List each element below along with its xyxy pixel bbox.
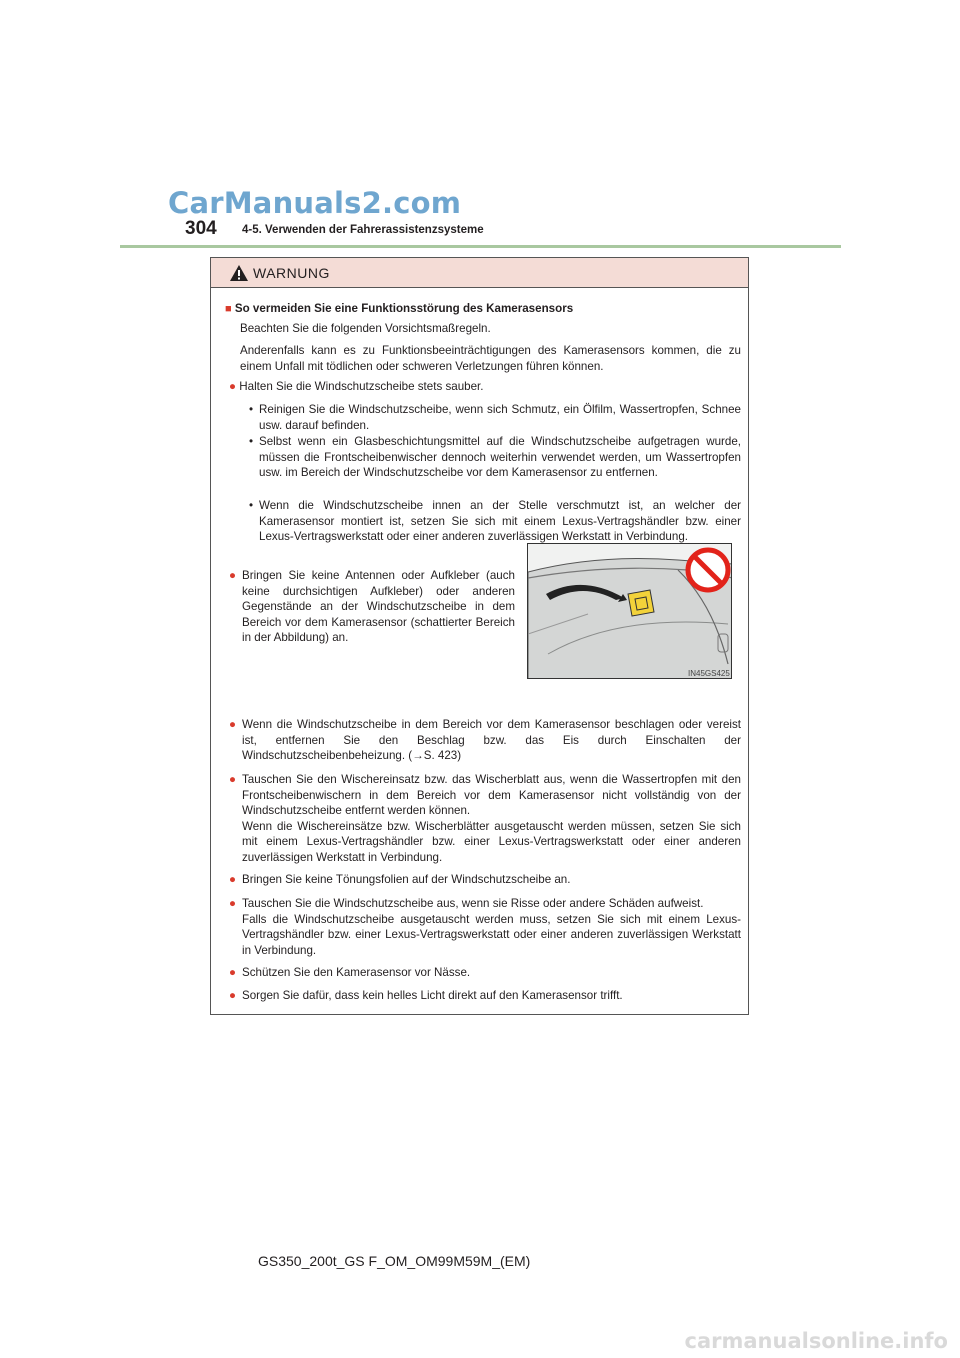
bullet-8-text: Sorgen Sie dafür, dass kein helles Licht direkt auf den Kamerasensor trifft. xyxy=(242,989,623,1002)
bullet-4-text-b: Wenn die Wischereinsätze bzw. Wischerblätter ausgetauscht werden müssen, setzen Sie sich mit einem Lexus-Vertragshändler bzw. einer Lexus-Vertragswerkstatt oder einer anderen zuverlässigen Werkstatt in Verbindung. xyxy=(242,819,741,864)
section-title: 4-5. Verwenden der Fahrerassistenzsysteme xyxy=(242,224,484,236)
warning-heading-row xyxy=(225,301,735,318)
warning-header xyxy=(211,258,748,288)
header-rule xyxy=(120,245,841,248)
camera-area-marker xyxy=(628,590,654,616)
warning-heading: So vermeiden Sie eine Funktionsstörung des Kamerasensors xyxy=(234,302,574,315)
bullet-7-text: Schützen Sie den Kamerasensor vor Nässe. xyxy=(242,966,471,979)
sub-item-2: • Selbst wenn ein Glasbeschichtungsmittel auf die Windschutzscheibe aufgetragen wurde, müssen die Frontscheibenwischer dennoch weiterhin verwendet werden, um Wassertropfen usw. im Bereich der Windschutzscheibe vor dem Kamerasensor zu entfernen. xyxy=(249,435,741,480)
bullet-dot-icon: ● xyxy=(229,718,237,731)
sub-item-3: • Wenn die Windschutzscheibe innen an der Stelle verschmutzt ist, an welcher der Kamerasensor montiert ist, setzen Sie sich mit einem Lexus-Vertragshändler bzw. einer Lexus-Vertragswerkstatt oder einer anderen zuverlässigen Werkstatt in Verbindung. xyxy=(249,499,741,544)
bullet-2 xyxy=(229,568,515,646)
square-bullet-icon: ■ xyxy=(225,303,232,315)
warning-triangle-icon xyxy=(229,264,249,282)
bullet-dot-icon: ● xyxy=(229,873,237,886)
intro-text-1: Beachten Sie die folgenden Vorsichtsmaßregeln. xyxy=(240,322,491,335)
figure-code: IN45GS425 xyxy=(688,669,730,678)
page-number: 304 xyxy=(185,218,217,239)
watermark-bottom: carmanualsonline.info xyxy=(684,1329,948,1353)
bullet-4 xyxy=(229,772,741,866)
sub-item-1-text: Reinigen Sie die Windschutzscheibe, wenn sich Schmutz, ein Ölfilm, Wassertropfen, Schnee usw. darauf befinden. xyxy=(259,403,741,432)
footer-code: GS350_200t_GS F_OM_OM99M59M_(EM) xyxy=(258,1253,531,1269)
bullet-4-text-a: Tauschen Sie den Wischereinsatz bzw. das Wischerblatt aus, wenn die Wassertropfen mit den Frontscheibenwischern in dem Bereich vor dem Kamerasensor nicht vollständig von der Windschutzscheibe entfernt werden können. xyxy=(242,773,741,818)
bullet-5 xyxy=(229,872,741,888)
bullet-dot-icon: ● xyxy=(229,773,237,786)
bullet-6-text-b: Falls die Windschutzscheibe ausgetauscht werden muss, setzen Sie sich mit einem Lexus-Vertragshändler bzw. einer Lexus-Vertragswerkstatt oder einer anderen zuverlässigen Werkstatt in Verbindung. xyxy=(242,912,741,957)
bullet-dot-icon: ● xyxy=(229,569,237,582)
warning-box xyxy=(210,257,749,1015)
bullet-1: Halten Sie die Windschutzscheibe stets sauber. xyxy=(239,380,484,393)
sub-item-1: • Reinigen Sie die Windschutzscheibe, wenn sich Schmutz, ein Ölfilm, Wassertropfen, Schnee usw. darauf befinden. xyxy=(249,403,741,432)
bullet-6 xyxy=(229,896,741,958)
bullet-8 xyxy=(229,988,741,1004)
bullet-dot-icon: ● xyxy=(229,989,237,1002)
intro-text-2: Anderenfalls kann es zu Funktionsbeeinträchtigungen des Kamerasensors kommen, die zu einem Unfall mit tödlichen oder schweren Verletzungen führen können. xyxy=(240,344,741,373)
bullet-6-text-a: Tauschen Sie die Windschutzscheibe aus, wenn sie Risse oder andere Schäden aufweist. xyxy=(242,897,704,910)
bullet-1-row xyxy=(229,379,739,395)
prohibition-icon xyxy=(688,550,728,590)
bullet-5-text: Bringen Sie keine Tönungsfolien auf der Windschutzscheibe an. xyxy=(242,873,571,886)
windshield-illustration xyxy=(527,543,732,679)
warning-title: WARNUNG xyxy=(253,265,330,281)
windshield-drawing xyxy=(528,544,732,679)
bullet-2-text: Bringen Sie keine Antennen oder Aufkleber (auch keine durchsichtigen Aufkleber) oder anderen Gegenstände an der Windschutzscheibe in dem Bereich vor dem Kamerasensor (schattierter Bereich in der Abbildung) an. xyxy=(242,569,515,645)
bullet-dot-icon: ● xyxy=(229,897,237,910)
bullet-dot-icon: ● xyxy=(229,380,237,393)
bullet-dot-icon: ● xyxy=(229,966,237,979)
watermark-logo-top: CarManuals2.com xyxy=(168,186,462,220)
sub-item-3-text: Wenn die Windschutzscheibe innen an der Stelle verschmutzt ist, an welcher der Kamerasensor montiert ist, setzen Sie sich mit einem Lexus-Vertragshändler bzw. einer Lexus-Vertragswerkstatt oder einer anderen zuverlässigen Werkstatt in Verbindung. xyxy=(259,499,741,544)
bullet-7 xyxy=(229,965,741,981)
bullet-3 xyxy=(229,717,741,764)
sub-item-2-text: Selbst wenn ein Glasbeschichtungsmittel auf die Windschutzscheibe aufgetragen wurde, müssen die Frontscheibenwischer dennoch weiterhin verwendet werden, um Wassertropfen usw. im Bereich der Windschutzscheibe vor dem Kamerasensor zu entfernen. xyxy=(259,435,741,480)
bullet-3-text: Wenn die Windschutzscheibe in dem Bereich vor dem Kamerasensor beschlagen oder vereist ist, entfernen Sie den Beschlag bzw. das Eis durch Einschalten der Windschutzscheibenbeheizung. (→S. 423) xyxy=(242,718,741,763)
